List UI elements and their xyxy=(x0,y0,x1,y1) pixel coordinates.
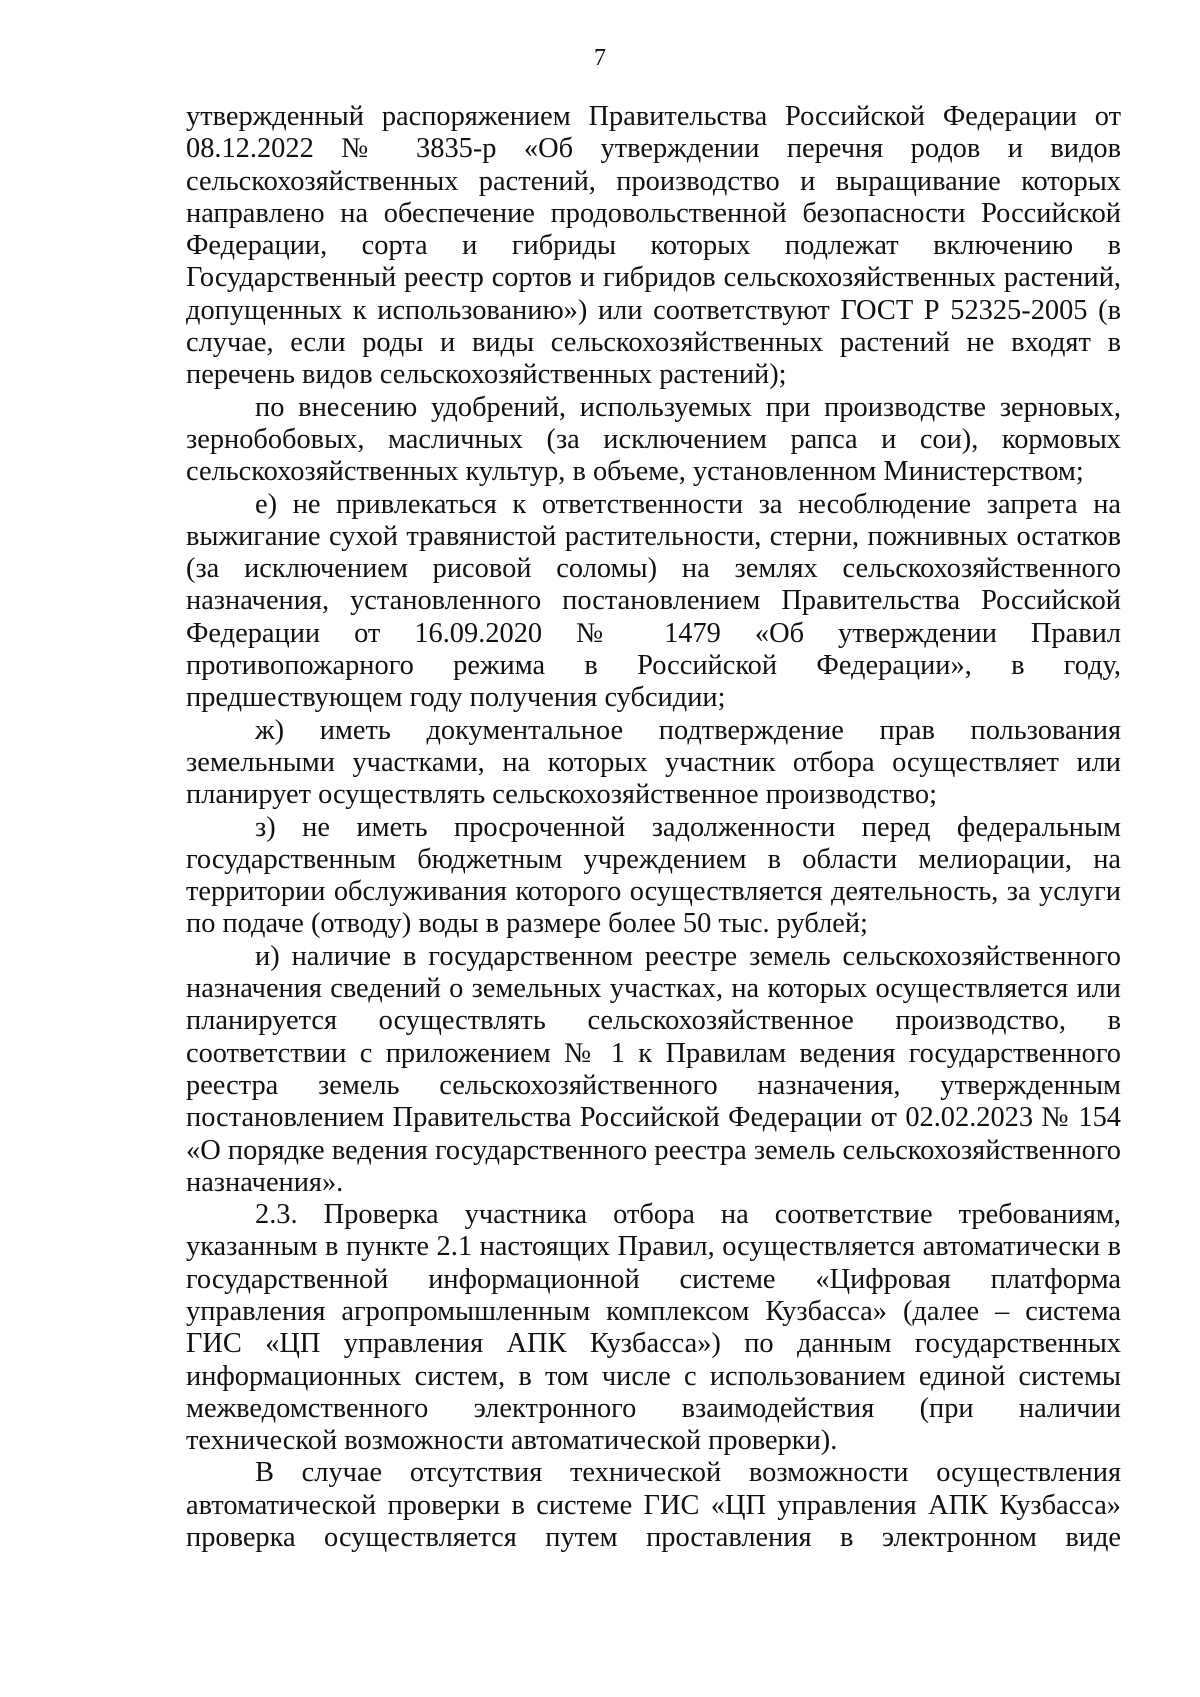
paragraph-fertilizer: по внесению удобрений, используемых при производстве зерновых, зернобобовых, масличных (за исключением рапса и сои), кормовых сельскохозяйственных культур, в объеме, установленном Министерством; xyxy=(186,391,1121,488)
page-number: 7 xyxy=(594,45,606,71)
paragraph-item-e: е) не привлекаться к ответственности за несоблюдение запрета на выжигание сухой травянистой растительности, стерни, пожнивных остатков (за исключением рисовой соломы) на землях сельскохозяйственного назначения, установленного постановлением Правительства Российской Федерации от 16.09.2020 № 1479 «Об утверждении Правил противопожарного режима в Российской Федерации», в году, предшествующем году получения субсидии; xyxy=(186,488,1121,714)
paragraph-item-z: з) не иметь просроченной задолженности перед федеральным государственным бюджетным учреждением в области мелиорации, на территории обслуживания которого осуществляется деятельность, за услуги по подаче (отводу) воды в размере более 50 тыс. рублей; xyxy=(186,811,1121,940)
document-body xyxy=(186,101,1121,1554)
paragraph-manual-check: В случае отсутствия технической возможности осуществления автоматической проверки в системе ГИС «ЦП управления АПК Кузбасса» проверка осуществляется путем проставления в электронном виде xyxy=(186,1457,1121,1554)
paragraph-item-zh: ж) иметь документальное подтверждение прав пользования земельными участками, на которых участник отбора осуществляет или планирует осуществлять сельскохозяйственное производство; xyxy=(186,714,1121,811)
paragraph-section-2-3: 2.3. Проверка участника отбора на соответствие требованиям, указанным в пункте 2.1 настоящих Правил, осуществляется автоматически в государственной информационной системе «Цифровая платформа управления агропромышленным комплексом Кузбасса» (далее – система ГИС «ЦП управления АПК Кузбасса») по данным государственных информационных систем, в том числе с использованием единой системы межведомственного электронного взаимодействия (при наличии технической возможности автоматической проверки). xyxy=(186,1199,1121,1457)
paragraph-continuation: утвержденный распоряжением Правительства Российской Федерации от 08.12.2022 № 3835-р «Об утверждении перечня родов и видов сельскохозяйственных растений, производство и выращивание которых направлено на обеспечение продовольственной безопасности Российской Федерации, сорта и гибриды которых подлежат включению в Государственный реестр сортов и гибридов сельскохозяйственных растений, допущенных к использованию») или соответствуют ГОСТ Р 52325-2005 (в случае, если роды и виды сельскохозяйственных растений не входят в перечень видов сельскохозяйственных растений); xyxy=(186,101,1121,391)
paragraph-item-i: и) наличие в государственном реестре земель сельскохозяйственного назначения сведений о земельных участках, на которых осуществляется или планируется осуществлять сельскохозяйственное производство, в соответствии с приложением № 1 к Правилам ведения государственного реестра земель сельскохозяйственного назначения, утвержденным постановлением Правительства Российской Федерации от 02.02.2023 № 154 «О порядке ведения государственного реестра земель сельскохозяйственного назначения». xyxy=(186,940,1121,1198)
